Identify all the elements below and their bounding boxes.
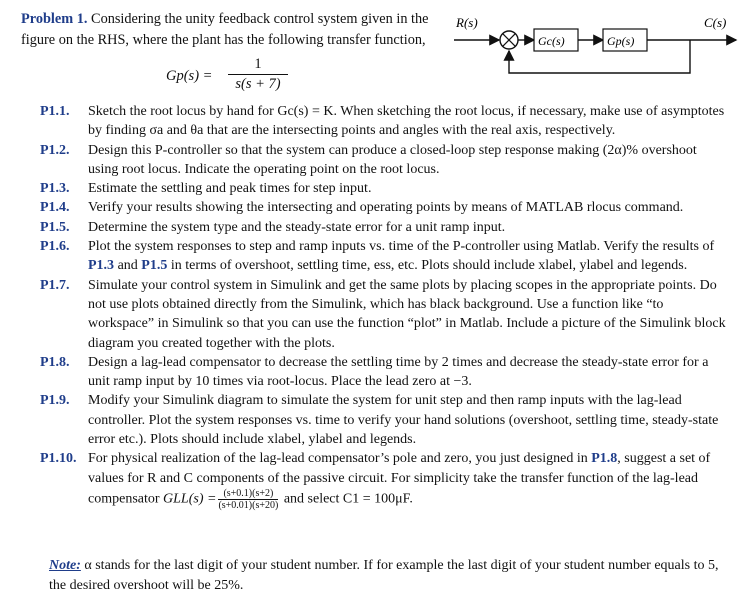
task-text: Modify your Simulink diagram to simulate the system for unit step and then ramp inputs with the lag-lead controller. Plot the system responses vs. time to verify your hand solutions (overshoot, settling time, steady-state error etc.). Plots should include xlabel, ylabel and legends.	[88, 393, 719, 448]
task-label: P1.5.	[40, 219, 70, 235]
problem-intro	[21, 9, 451, 51]
task-item	[40, 179, 730, 198]
tf-fraction	[228, 56, 288, 93]
task-item	[40, 391, 730, 449]
task-text: Design a lag-lead compensator to decrease the settling time by 2 times and decrease the steady-state error for a unit ramp input by 10 times via root-locus. Place the lead zero at −3.	[88, 354, 709, 390]
task-item	[40, 353, 730, 392]
task-text: Estimate the settling and peak times for step input.	[88, 181, 372, 197]
task-label: P1.3.	[40, 181, 70, 197]
compensator-tf-numerator: (s+0.1)(s+2)	[218, 488, 278, 500]
task-ref: P1.8	[591, 451, 618, 467]
note-label: Note:	[49, 558, 81, 573]
task-list	[40, 102, 730, 511]
plant-label: Gp(s)	[607, 34, 635, 48]
task-text: Design this P-controller so that the system can produce a closed-loop step response making (2α)% overshoot using root locus. Indicate the operating point on the root locus.	[88, 142, 697, 177]
task-text-c: and select C1 = 100μF.	[280, 491, 413, 507]
problem-title: Problem 1.	[21, 11, 88, 27]
task-text	[88, 237, 730, 276]
task-label: P1.10.	[40, 451, 77, 467]
output-label: C(s)	[704, 15, 727, 30]
task-text-b: and	[114, 258, 142, 274]
note	[49, 556, 739, 596]
task-label: P1.9.	[40, 393, 70, 409]
task-label: P1.4.	[40, 200, 70, 216]
task-ref: P1.5	[141, 258, 168, 274]
task-label: P1.7.	[40, 277, 70, 293]
task-item	[40, 276, 730, 353]
task-label: P1.6.	[40, 239, 70, 255]
compensator-tf-fraction	[218, 488, 278, 511]
task-text-a: For physical realization of the lag-lead compensator’s pole and zero, you just designed in	[88, 451, 592, 467]
task-item	[40, 449, 730, 511]
task-label: P1.8.	[40, 354, 70, 370]
tf-numerator: 1	[228, 56, 288, 75]
note-text: α stands for the last digit of your student number. If for example the last digit of your student number equals to 5, the desired overshoot will be 25%.	[49, 558, 719, 593]
summing-junction	[500, 31, 518, 49]
task-text: Sketch the root locus by hand for Gc(s) = K. When sketching the root locus, if necessary, make use of asymptotes by finding σa and θa that are the intersecting points and angles with the real axis, respectively.	[88, 104, 725, 139]
task-item	[40, 237, 730, 276]
task-label: P1.2.	[40, 142, 70, 158]
compensator-tf-lhs: GLL(s) =	[163, 491, 217, 507]
block-diagram	[452, 10, 742, 90]
tf-lhs: Gp(s) =	[166, 68, 213, 84]
task-item	[40, 102, 730, 141]
task-item	[40, 141, 730, 180]
task-label: P1.1.	[40, 104, 70, 119]
task-item	[40, 218, 730, 237]
task-text-c: in terms of overshoot, settling time, ess, etc. Plots should include xlabel, ylabel and legends.	[167, 258, 688, 274]
task-text	[88, 449, 730, 511]
task-item	[40, 198, 730, 217]
compensator-tf-denominator: (s+0.01)(s+20)	[218, 499, 279, 511]
task-ref: P1.3	[88, 258, 115, 274]
task-text: Verify your results showing the intersecting and operating points by means of MATLAB rlocus command.	[88, 200, 684, 216]
task-text: Determine the system type and the steady-state error for a unit ramp input.	[88, 219, 506, 235]
task-text-b: , suggest a set of values for R and C components of the passive circuit. For simplicity take the transfer function of the lag-lead compensator	[88, 451, 711, 507]
input-label: R(s)	[456, 15, 478, 30]
problem-intro-text: Considering the unity feedback control system given in the figure on the RHS, where the plant has the following transfer function,	[21, 11, 429, 48]
task-text: Simulate your control system in Simulink and get the same plots by placing scopes in the appropriate points. Do not use plots obtained directly from the Simulink, which has black background. Use a function like “to workspace” in Simulink so that you can use the function “plot” in Matlab. Include a picture of the Simulink block diagram you created together with the plots.	[88, 277, 726, 351]
controller-label: Gc(s)	[538, 34, 565, 48]
tf-denominator: s(s + 7)	[235, 76, 281, 92]
task-text-a: Plot the system responses to step and ramp inputs vs. time of the P-controller using Matlab. Verify the results of	[88, 239, 715, 255]
